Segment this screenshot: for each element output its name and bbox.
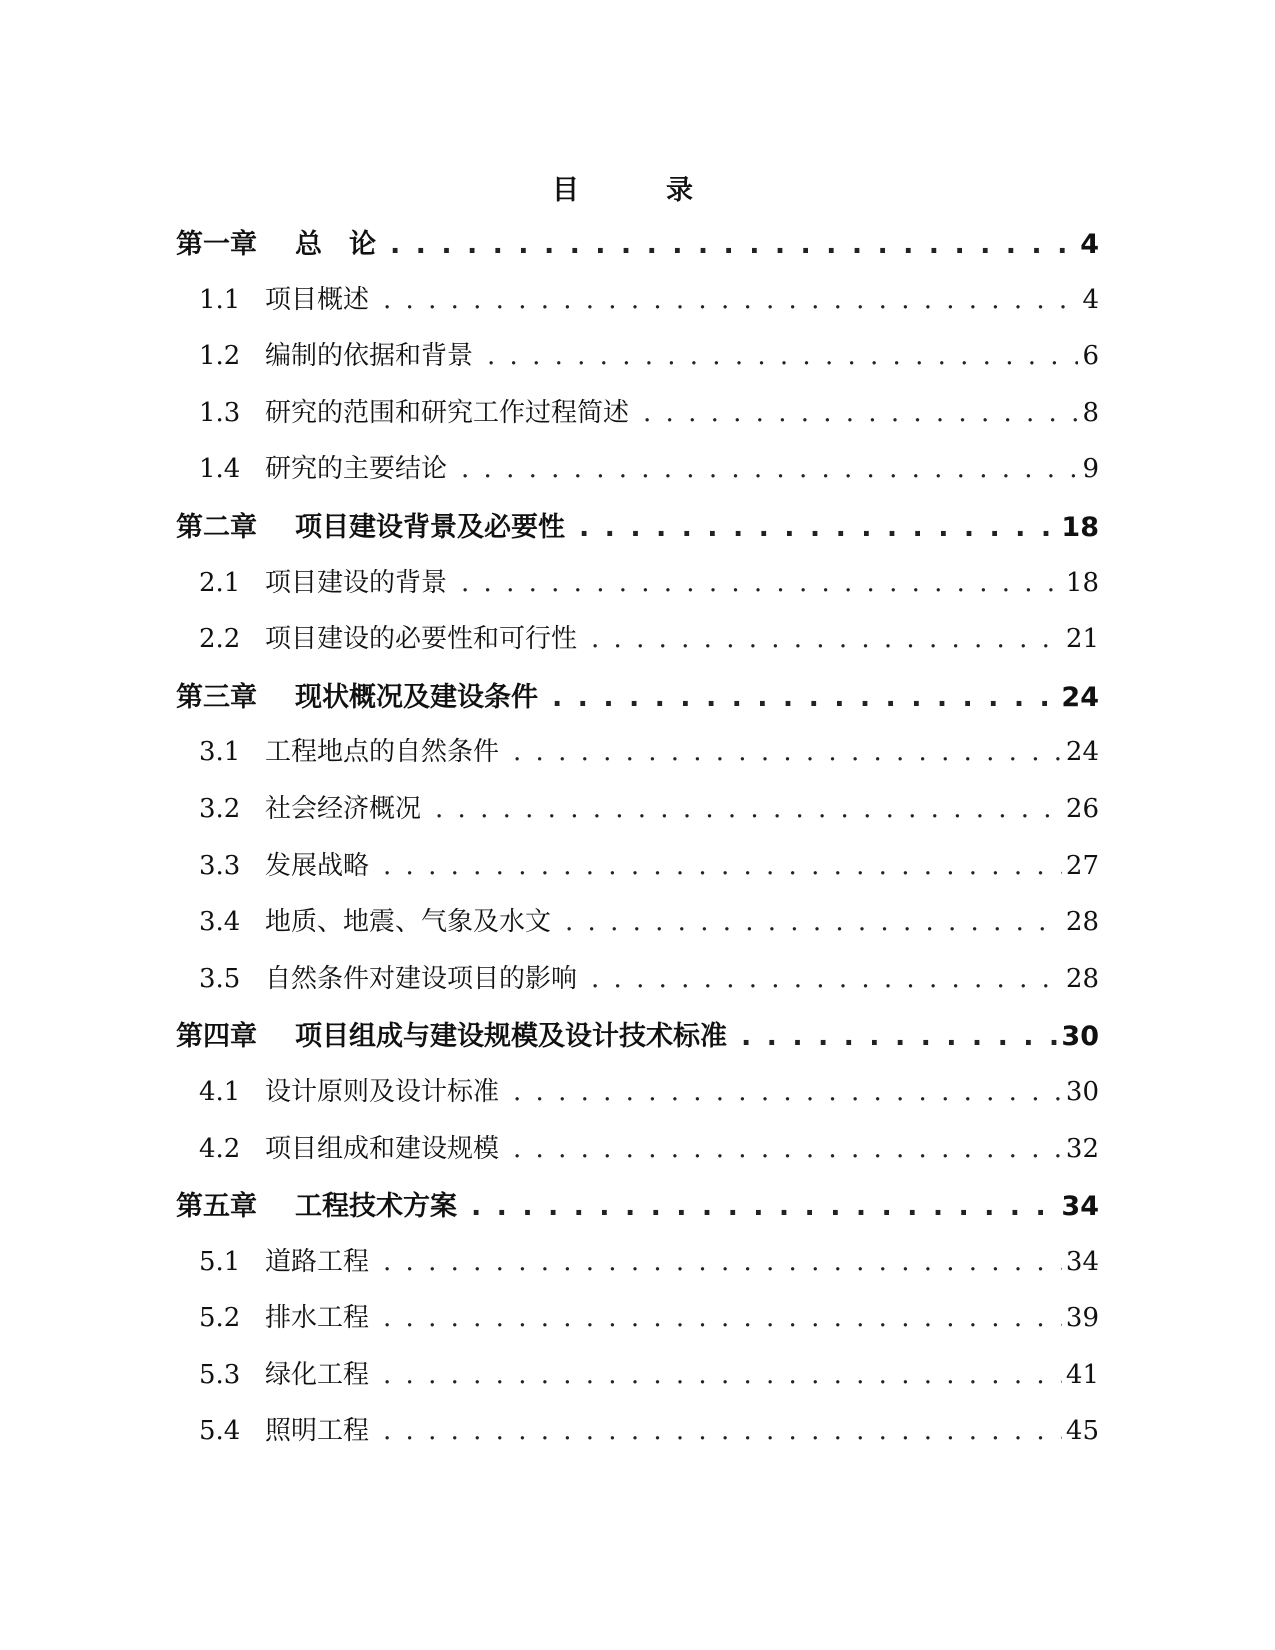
toc-chapter-entry[interactable] — [176, 505, 1099, 562]
toc-entry-title: 项目建设的必要性和可行性 — [265, 624, 578, 655]
toc-entry-number: 第五章 — [176, 1191, 257, 1223]
toc-entry-title: 现状概况及建设条件 — [295, 681, 538, 713]
toc-section-entry[interactable] — [176, 845, 1099, 902]
dot-leader — [390, 229, 1076, 260]
toc-entry-number: 3.5 — [199, 963, 241, 994]
toc-page-number: 24 — [1065, 737, 1099, 768]
dot-leader — [643, 398, 1078, 428]
dot-leader — [383, 1360, 1062, 1390]
toc-page-number: 21 — [1065, 624, 1099, 655]
toc-entry-title: 照明工程 — [265, 1416, 370, 1447]
toc-entry-label — [199, 392, 629, 429]
dot-leader — [741, 1021, 1057, 1052]
toc-entry-title: 项目建设背景及必要性 — [295, 511, 565, 543]
toc-entry-title: 项目组成与建设规模及设计技术标准 — [295, 1021, 727, 1053]
toc-section-entry[interactable] — [176, 901, 1099, 958]
toc-entry-label — [199, 1410, 369, 1447]
toc-entry-label — [199, 1241, 369, 1278]
dot-leader — [513, 1077, 1062, 1107]
toc-page-number: 27 — [1065, 850, 1099, 881]
toc-list — [176, 222, 1099, 1467]
toc-section-entry[interactable] — [176, 1128, 1099, 1185]
toc-entry-label — [199, 901, 551, 938]
toc-entry-title: 编制的依据和背景 — [265, 341, 474, 372]
toc-entry-label — [176, 1014, 727, 1053]
toc-section-entry[interactable] — [176, 731, 1099, 788]
toc-entry-number: 第四章 — [176, 1021, 257, 1053]
dot-leader — [565, 907, 1062, 937]
dot-leader — [461, 454, 1078, 484]
toc-page-number: 45 — [1065, 1416, 1099, 1447]
toc-entry-label — [199, 448, 447, 485]
toc-title: 目 录 — [552, 175, 723, 206]
toc-section-entry[interactable] — [176, 1241, 1099, 1298]
toc-entry-label — [199, 731, 499, 768]
toc-entry-label — [176, 222, 376, 261]
dot-leader — [383, 1247, 1062, 1277]
toc-page-number: 41 — [1065, 1359, 1099, 1390]
toc-page-number: 4 — [1080, 229, 1099, 260]
toc-entry-label — [199, 279, 369, 316]
toc-page-number: 30 — [1061, 1021, 1099, 1053]
toc-section-entry[interactable] — [176, 788, 1099, 845]
toc-entry-number: 4.2 — [199, 1133, 241, 1164]
dot-leader — [383, 1416, 1062, 1446]
toc-entry-label — [199, 562, 447, 599]
toc-entry-number: 1.3 — [199, 397, 241, 428]
toc-entry-label — [199, 1128, 499, 1165]
toc-entry-title: 排水工程 — [265, 1303, 370, 1334]
toc-page-number: 18 — [1065, 567, 1099, 598]
toc-entry-number: 5.3 — [199, 1359, 241, 1390]
toc-entry-label — [199, 958, 577, 995]
toc-entry-number: 3.1 — [199, 737, 241, 768]
toc-entry-number: 2.2 — [199, 624, 241, 655]
toc-page-number: 26 — [1065, 793, 1099, 824]
toc-chapter-entry[interactable] — [176, 1184, 1099, 1241]
toc-entry-number: 2.1 — [199, 567, 241, 598]
dot-leader — [383, 851, 1062, 881]
dot-leader — [513, 737, 1062, 767]
toc-entry-number: 第三章 — [176, 681, 257, 713]
toc-entry-label — [199, 335, 473, 372]
toc-entry-label — [176, 505, 565, 544]
toc-entry-title: 设计原则及设计标准 — [265, 1076, 500, 1107]
toc-entry-number: 5.1 — [199, 1246, 241, 1277]
toc-entry-label — [199, 618, 577, 655]
toc-entry-title: 绿化工程 — [265, 1359, 370, 1390]
toc-page-number: 34 — [1061, 1191, 1099, 1223]
toc-section-entry[interactable] — [176, 448, 1099, 505]
toc-section-entry[interactable] — [176, 279, 1099, 336]
toc-section-entry[interactable] — [176, 618, 1099, 675]
toc-chapter-entry[interactable] — [176, 1014, 1099, 1071]
dot-leader — [471, 1191, 1057, 1222]
toc-entry-number: 第二章 — [176, 511, 257, 543]
toc-page-number: 24 — [1061, 681, 1099, 713]
toc-entry-title: 项目概述 — [265, 284, 370, 315]
dot-leader — [591, 624, 1062, 654]
dot-leader — [552, 682, 1057, 713]
toc-entry-label — [176, 675, 538, 714]
toc-page-number: 4 — [1082, 284, 1099, 315]
toc-page-number: 34 — [1065, 1246, 1099, 1277]
toc-entry-title: 研究的主要结论 — [265, 454, 448, 485]
toc-chapter-entry[interactable] — [176, 675, 1099, 732]
toc-page-number: 28 — [1065, 907, 1099, 938]
dot-leader — [461, 568, 1062, 598]
dot-leader — [591, 964, 1062, 994]
toc-entry-number: 1.4 — [199, 454, 241, 485]
toc-entry-number: 第一章 — [176, 229, 257, 260]
dot-leader — [383, 285, 1078, 315]
toc-entry-title: 发展战略 — [265, 850, 370, 881]
dot-leader — [487, 341, 1078, 371]
toc-section-entry[interactable] — [176, 1071, 1099, 1128]
toc-page-number: 8 — [1082, 397, 1099, 428]
toc-entry-number: 3.3 — [199, 850, 241, 881]
toc-section-entry[interactable] — [176, 958, 1099, 1015]
toc-entry-title: 社会经济概况 — [265, 793, 422, 824]
toc-entry-number: 5.2 — [199, 1303, 241, 1334]
toc-page-number: 28 — [1065, 963, 1099, 994]
toc-entry-label — [199, 788, 421, 825]
toc-entry-title: 总 论 — [295, 229, 376, 260]
toc-entry-label — [199, 845, 369, 882]
toc-entry-number: 3.4 — [199, 907, 241, 938]
toc-entry-number: 1.1 — [199, 284, 241, 315]
toc-page-number: 39 — [1065, 1303, 1099, 1334]
toc-chapter-entry[interactable] — [176, 222, 1099, 279]
toc-entry-title: 工程技术方案 — [295, 1191, 457, 1223]
toc-entry-title: 项目组成和建设规模 — [265, 1133, 500, 1164]
toc-page-number: 6 — [1082, 341, 1099, 372]
toc-entry-label — [199, 1354, 369, 1391]
toc-section-entry[interactable] — [176, 562, 1099, 619]
toc-page-number: 18 — [1061, 511, 1099, 543]
toc-section-entry[interactable] — [176, 1297, 1099, 1354]
toc-entry-title: 道路工程 — [265, 1246, 370, 1277]
toc-section-entry[interactable] — [176, 1354, 1099, 1411]
toc-entry-title: 地质、地震、气象及水文 — [265, 907, 552, 938]
toc-entry-number: 5.4 — [199, 1416, 241, 1447]
dot-leader — [435, 794, 1062, 824]
toc-entry-number: 3.2 — [199, 793, 241, 824]
toc-page-number: 32 — [1065, 1133, 1099, 1164]
toc-entry-title: 自然条件对建设项目的影响 — [265, 963, 578, 994]
toc-entry-title: 研究的范围和研究工作过程简述 — [265, 397, 630, 428]
toc-entry-number: 4.1 — [199, 1076, 241, 1107]
dot-leader — [579, 512, 1057, 543]
toc-section-entry[interactable] — [176, 1410, 1099, 1467]
toc-entry-number: 1.2 — [199, 341, 241, 372]
toc-entry-label — [199, 1071, 499, 1108]
dot-leader — [513, 1134, 1062, 1164]
toc-entry-label — [199, 1297, 369, 1334]
toc-page-number: 9 — [1082, 454, 1099, 485]
toc-section-entry[interactable] — [176, 392, 1099, 449]
dot-leader — [383, 1303, 1062, 1333]
toc-section-entry[interactable] — [176, 335, 1099, 392]
toc-page-number: 30 — [1065, 1076, 1099, 1107]
toc-entry-title: 工程地点的自然条件 — [265, 737, 500, 768]
toc-entry-label — [176, 1184, 457, 1223]
toc-entry-title: 项目建设的背景 — [265, 567, 448, 598]
